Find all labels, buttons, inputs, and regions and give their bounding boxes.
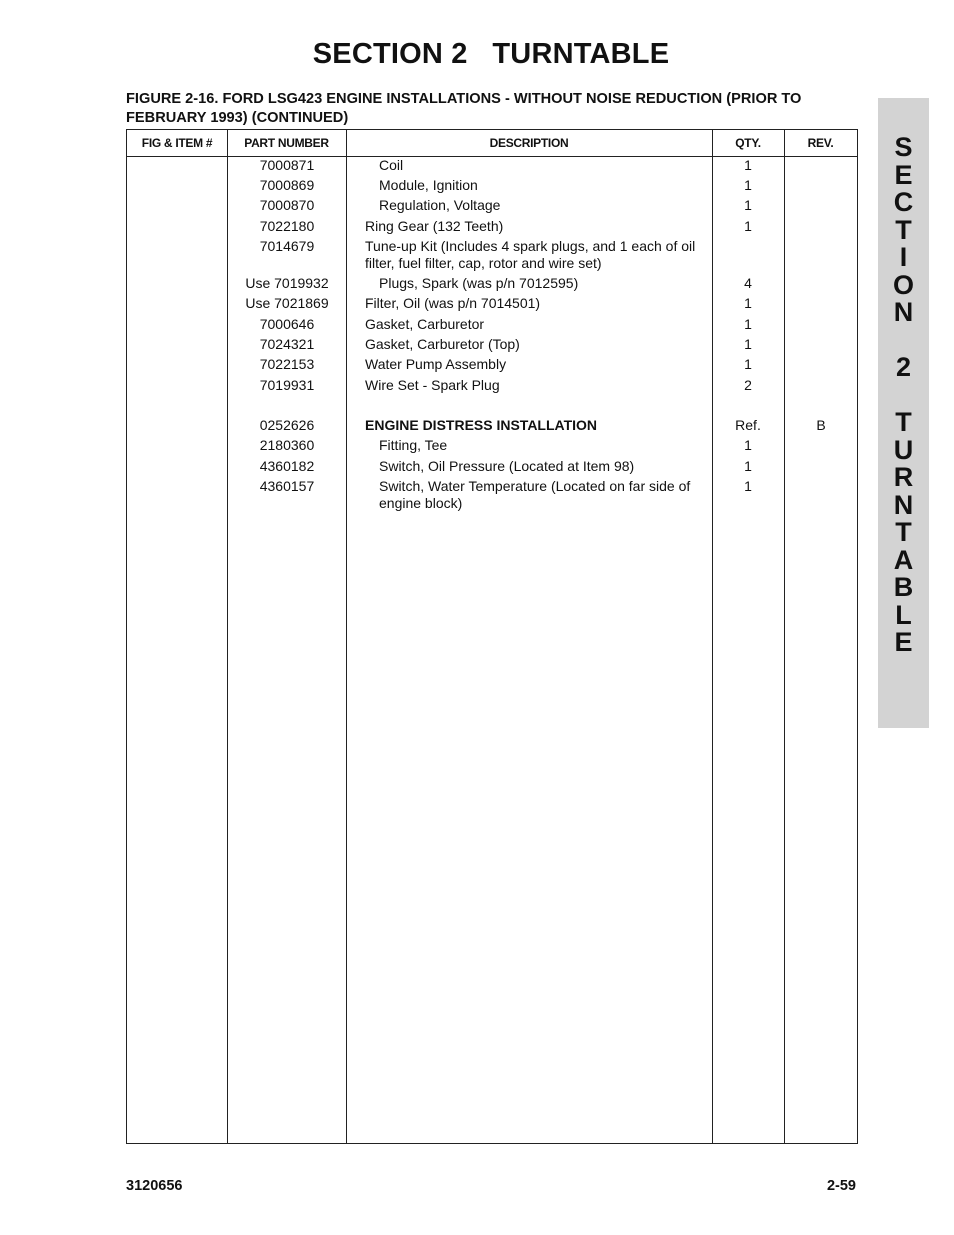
- part-number-cell: 7019931: [259, 377, 315, 393]
- description-cell: Gasket, Carburetor: [365, 316, 485, 332]
- qty-cell: Ref.: [735, 417, 761, 433]
- page-number: 2-59: [826, 1178, 856, 1194]
- description-cell: Gasket, Carburetor (Top): [365, 336, 520, 352]
- qty-cell: 1: [744, 478, 752, 494]
- description-cell: Regulation, Voltage: [379, 197, 501, 213]
- page-title: SECTION 2 TURNTABLE: [312, 38, 670, 70]
- part-number-cell: Use 7021869: [245, 295, 329, 311]
- description-cell: Filter, Oil (was p/n 7014501): [365, 295, 541, 311]
- description-cell: Wire Set - Spark Plug: [365, 377, 500, 393]
- qty-cell: 1: [744, 177, 752, 193]
- section-side-tab: [878, 98, 929, 728]
- part-number-cell: 7022153: [259, 356, 315, 372]
- description-cell: Switch, Water Temperature (Located on far side of engine block): [379, 478, 691, 511]
- header-rev: REV.: [807, 136, 834, 150]
- header-qty: QTY.: [735, 136, 761, 150]
- part-number-cell: 4360157: [259, 478, 315, 494]
- part-number-cell: 7014679: [259, 238, 315, 254]
- qty-cell: 1: [744, 197, 752, 213]
- part-number-cell: Use 7019932: [245, 275, 329, 291]
- column-divider: [784, 130, 785, 1143]
- description-cell: Fitting, Tee: [379, 437, 448, 453]
- qty-cell: 1: [744, 295, 752, 311]
- qty-cell: 1: [744, 316, 752, 332]
- qty-cell: 1: [744, 218, 752, 234]
- part-number-cell: 7022180: [259, 218, 315, 234]
- description-cell: Coil: [379, 157, 404, 173]
- parts-table: [126, 129, 858, 1144]
- qty-cell: 1: [744, 336, 752, 352]
- part-number-cell: 7000869: [259, 177, 315, 193]
- part-number-cell: 7024321: [259, 336, 315, 352]
- description-cell: ENGINE DISTRESS INSTALLATION: [365, 417, 598, 433]
- description-cell: Module, Ignition: [379, 177, 478, 193]
- qty-cell: 1: [744, 356, 752, 372]
- part-number-cell: 7000870: [259, 197, 315, 213]
- qty-cell: 4: [744, 275, 752, 291]
- description-cell: Plugs, Spark (was p/n 7012595): [379, 275, 579, 291]
- qty-cell: 1: [744, 157, 752, 173]
- part-number-cell: 0252626: [259, 417, 315, 433]
- qty-cell: 1: [744, 458, 752, 474]
- description-cell: Switch, Oil Pressure (Located at Item 98): [379, 458, 635, 474]
- figure-title: FIGURE 2-16. FORD LSG423 ENGINE INSTALLATIONS - WITHOUT NOISE REDUCTION (PRIOR TO FEBRUARY 1993) (CONTINUED): [126, 91, 802, 126]
- qty-cell: 2: [744, 377, 752, 393]
- side-tab-label: S E C T I O N 2 T U R N T A B L E: [892, 132, 914, 657]
- document-number: 3120656: [126, 1178, 183, 1194]
- header-fig-item: FIG & ITEM #: [141, 136, 213, 150]
- part-number-cell: 4360182: [259, 458, 315, 474]
- description-cell: Ring Gear (132 Teeth): [365, 218, 504, 234]
- rev-cell: B: [816, 417, 826, 433]
- part-number-cell: 2180360: [259, 437, 315, 453]
- header-part-number: PART NUMBER: [244, 136, 329, 150]
- description-cell: Water Pump Assembly: [365, 356, 507, 372]
- part-number-cell: 7000646: [259, 316, 315, 332]
- header-description: DESCRIPTION: [489, 136, 569, 150]
- part-number-cell: 7000871: [259, 157, 315, 173]
- description-cell: Tune-up Kit (Includes 4 spark plugs, and 1 each of oil filter, fuel filter, cap, rotor and wire set): [365, 238, 696, 271]
- qty-cell: 1: [744, 437, 752, 453]
